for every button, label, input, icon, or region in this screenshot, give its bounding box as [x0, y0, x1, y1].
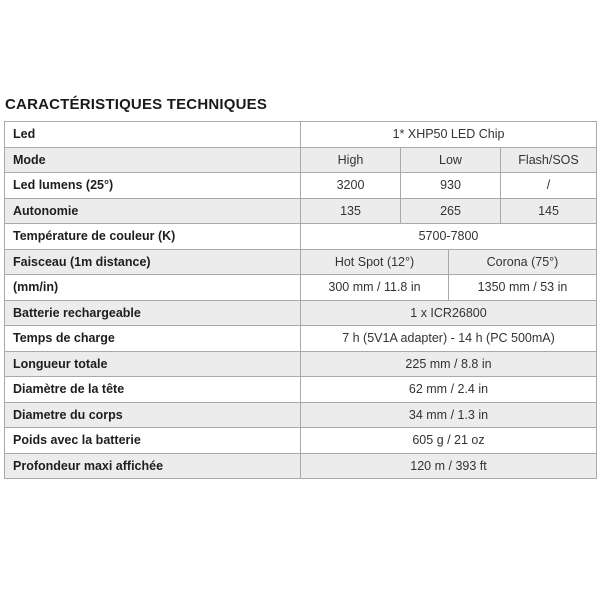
- row-value: 120 m / 393 ft: [301, 453, 597, 479]
- row-value: 62 mm / 2.4 in: [301, 377, 597, 403]
- row-value: Hot Spot (12°): [301, 249, 449, 275]
- table-row: [5, 147, 597, 173]
- table-row: [5, 275, 597, 301]
- table-row: [5, 173, 597, 199]
- row-value: /: [501, 173, 597, 199]
- row-label: Temps de charge: [5, 326, 301, 352]
- table-row: [5, 377, 597, 403]
- row-label: Poids avec la batterie: [5, 428, 301, 454]
- row-label: Autonomie: [5, 198, 301, 224]
- table-row: [5, 122, 597, 148]
- row-value: 3200: [301, 173, 401, 199]
- table-row: [5, 224, 597, 250]
- row-value: 225 mm / 8.8 in: [301, 351, 597, 377]
- row-value: 7 h (5V1A adapter) - 14 h (PC 500mA): [301, 326, 597, 352]
- row-label: Faisceau (1m distance): [5, 249, 301, 275]
- row-label: Température de couleur (K): [5, 224, 301, 250]
- row-value: Corona (75°): [449, 249, 597, 275]
- row-value: 5700-7800: [301, 224, 597, 250]
- row-label: Batterie rechargeable: [5, 300, 301, 326]
- row-label: Diametre du corps: [5, 402, 301, 428]
- row-value: 135: [301, 198, 401, 224]
- row-value: 605 g / 21 oz: [301, 428, 597, 454]
- row-value: 1 x ICR26800: [301, 300, 597, 326]
- table-row: [5, 453, 597, 479]
- row-value: 1350 mm / 53 in: [449, 275, 597, 301]
- row-value: 300 mm / 11.8 in: [301, 275, 449, 301]
- row-label: Profondeur maxi affichée: [5, 453, 301, 479]
- row-value: Flash/SOS: [501, 147, 597, 173]
- row-value: 34 mm / 1.3 in: [301, 402, 597, 428]
- table-row: [5, 351, 597, 377]
- row-label: Longueur totale: [5, 351, 301, 377]
- row-value: 930: [401, 173, 501, 199]
- table-row: [5, 300, 597, 326]
- row-value: 145: [501, 198, 597, 224]
- row-label: Diamètre de la tête: [5, 377, 301, 403]
- table-row: [5, 249, 597, 275]
- row-value: Low: [401, 147, 501, 173]
- row-label: Mode: [5, 147, 301, 173]
- row-value: 1* XHP50 LED Chip: [301, 122, 597, 148]
- table-row: [5, 326, 597, 352]
- row-label: (mm/in): [5, 275, 301, 301]
- row-value: 265: [401, 198, 501, 224]
- table-row: [5, 198, 597, 224]
- spec-table: [4, 121, 597, 479]
- table-row: [5, 402, 597, 428]
- row-value: High: [301, 147, 401, 173]
- row-label: Led lumens (25°): [5, 173, 301, 199]
- section-title: CARACTÉRISTIQUES TECHNIQUES: [5, 96, 268, 113]
- table-row: [5, 428, 597, 454]
- row-label: Led: [5, 122, 301, 148]
